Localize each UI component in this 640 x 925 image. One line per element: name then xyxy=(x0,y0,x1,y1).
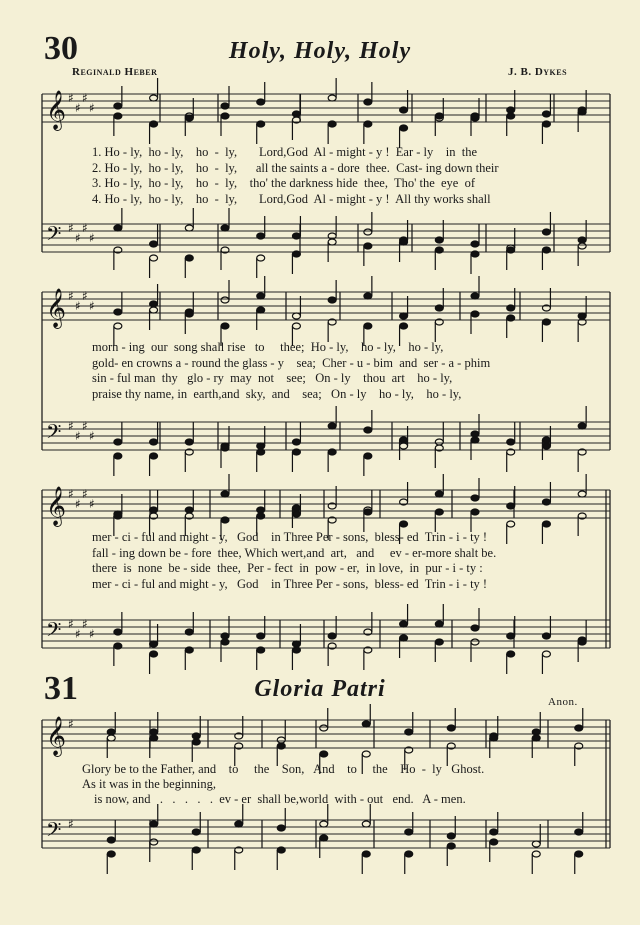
svg-text:♯: ♯ xyxy=(75,299,81,313)
svg-text:♯: ♯ xyxy=(89,299,95,313)
lyric-verse-1: 1. Ho - ly, ho - ly, ho - ly, Lord,God Al - might - y ! Ear - ly in the xyxy=(92,145,478,159)
svg-text:♯: ♯ xyxy=(82,221,88,235)
svg-text:♯: ♯ xyxy=(89,497,95,511)
gloria-line-3: is now, and . . . . . ev - er shall be,world with - out end. A - men. xyxy=(94,792,466,806)
lyric-verse-1: morn - ing our song shall rise to thee; Ho - ly, ho - ly, ho - ly, xyxy=(92,340,444,354)
hymn-31-title: Gloria Patri xyxy=(254,676,386,702)
lyric-verse-1: mer - ci - ful and might - y, God in Three Per - sons, bless- ed Trin - i - ty ! xyxy=(92,530,488,544)
system-3-lyrics xyxy=(92,530,496,592)
svg-text:♯: ♯ xyxy=(82,487,88,501)
svg-text:♯: ♯ xyxy=(75,627,81,641)
svg-text:♯: ♯ xyxy=(82,91,88,105)
system-2-lyrics xyxy=(92,340,490,402)
svg-text:𝄞: 𝄞 xyxy=(46,288,67,328)
svg-text:♯: ♯ xyxy=(82,617,88,631)
svg-text:♯: ♯ xyxy=(68,91,74,105)
hymn-31-number: 31 xyxy=(44,670,78,707)
hymn-30-author: Reginald Heber xyxy=(72,66,158,78)
svg-text:♯: ♯ xyxy=(75,429,81,443)
gloria-line-1: Glory be to the Father, and to the Son, And to the Ho - ly Ghost. xyxy=(82,762,485,776)
gloria-line-2: As it was in the beginning, xyxy=(82,777,217,791)
lyric-verse-3: sin - ful man thy glo - ry may not see; On - ly thou art ho - ly, xyxy=(92,371,453,385)
hymn-31-composer: Anon. xyxy=(548,696,578,708)
lyric-verse-3: 3. Ho - ly, ho - ly, ho - ly, tho' the darkness hide thee, Tho' the eye of xyxy=(92,176,476,190)
svg-text:♯: ♯ xyxy=(68,617,74,631)
lyric-verse-2: fall - ing down be - fore thee, Which wert,and art, and ev - er-more shalt be. xyxy=(92,545,497,560)
svg-text:𝄞: 𝄞 xyxy=(46,716,67,756)
svg-text:𝄞: 𝄞 xyxy=(46,90,67,130)
svg-text:♯: ♯ xyxy=(75,231,81,245)
hymn-30-number: 30 xyxy=(44,30,78,67)
system-1-lyrics xyxy=(92,145,499,207)
svg-text:♯: ♯ xyxy=(89,627,95,641)
svg-text:𝄢: 𝄢 xyxy=(46,222,62,250)
svg-text:♯: ♯ xyxy=(89,101,95,115)
hymn-30-title: Holy, Holy, Holy xyxy=(228,38,412,64)
svg-text:♯: ♯ xyxy=(68,717,74,731)
svg-text:𝄢: 𝄢 xyxy=(46,618,62,646)
hymn-30-composer: J. B. Dykes xyxy=(508,66,568,78)
gloria-lyrics xyxy=(82,762,484,807)
svg-text:♯: ♯ xyxy=(75,101,81,115)
lyric-verse-2: gold- en crowns a - round the glass - y sea; Cher - u - bim and ser - a - phim xyxy=(92,355,491,370)
svg-text:♯: ♯ xyxy=(68,817,74,831)
lyric-verse-4: 4. Ho - ly, ho - ly, ho - ly, Lord,God Al - might - y ! All thy works shall xyxy=(92,191,491,206)
svg-text:♯: ♯ xyxy=(68,221,74,235)
svg-text:♯: ♯ xyxy=(68,289,74,303)
lyric-verse-4: praise thy name, in earth,and sky, and sea; On - ly ho - ly, ho - ly, xyxy=(92,386,462,401)
svg-text:♯: ♯ xyxy=(75,497,81,511)
svg-text:♯: ♯ xyxy=(82,419,88,433)
lyric-verse-4: mer - ci - ful and might - y, God in Three Per - sons, bless- ed Trin - i - ty ! xyxy=(92,576,488,591)
svg-text:♯: ♯ xyxy=(68,487,74,501)
svg-text:♯: ♯ xyxy=(89,231,95,245)
svg-text:𝄢: 𝄢 xyxy=(46,420,62,448)
svg-text:𝄞: 𝄞 xyxy=(46,486,67,526)
svg-text:♯: ♯ xyxy=(68,419,74,433)
svg-text:♯: ♯ xyxy=(82,289,88,303)
svg-text:𝄢: 𝄢 xyxy=(46,818,62,846)
svg-text:♯: ♯ xyxy=(89,429,95,443)
lyric-verse-3: there is none be - side thee, Per - fect in pow - er, in love, in pur - i - ty : xyxy=(92,561,483,575)
lyric-verse-2: 2. Ho - ly, ho - ly, ho - ly, all the saints a - dore thee. Cast- ing down their xyxy=(92,160,499,175)
